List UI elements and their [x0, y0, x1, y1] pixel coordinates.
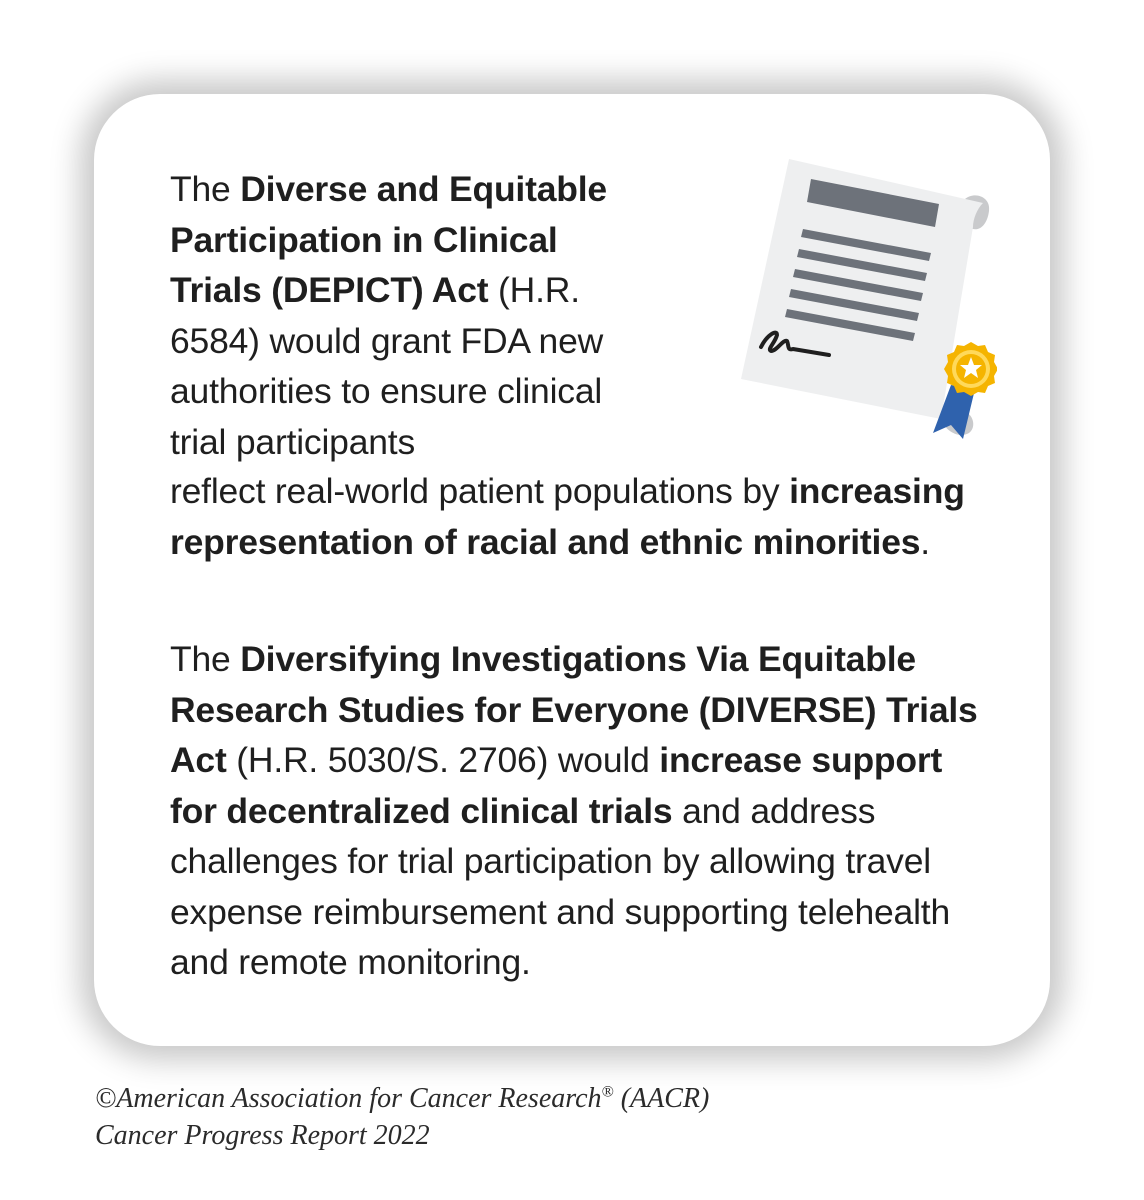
certificate-icon [737, 149, 997, 449]
depict-act-paragraph [170, 164, 640, 467]
diverse-act-name: Diversifying Investigations Via Equitable Research Studies for Everyone (DIVERSE) Trials Act [170, 639, 978, 780]
copyright-line1: ©American Association for Cancer Research [95, 1083, 602, 1114]
copyright-notice [95, 1080, 709, 1154]
para1-end: . [920, 521, 930, 562]
para1-continued: reflect real-world patient populations by [170, 471, 790, 511]
para1-intro: The [170, 169, 241, 209]
depict-act-paragraph-continued [170, 466, 970, 567]
para2-intro: The [170, 639, 241, 679]
depict-act-name: Diverse and Equitable Participation in Clinical Trials (DEPICT) Act [170, 169, 607, 310]
copyright-line2: Cancer Progress Report 2022 [95, 1120, 430, 1151]
para1-highlight: increasing representation of racial and ethnic minorities [170, 471, 965, 562]
para1-bill-text: (H.R. 6584) would grant FDA new authorities to ensure clinical trial participants [170, 270, 604, 462]
diverse-act-paragraph [170, 634, 990, 988]
para2-bill-number: (H.R. 5030/S. 2706) would [226, 740, 660, 780]
copyright-line1-end: (AACR) [613, 1083, 710, 1114]
info-card [94, 94, 1050, 1046]
registered-mark: ® [601, 1083, 614, 1101]
para2-highlight: increase support for decentralized clinical trials [170, 740, 943, 831]
para2-rest: and address challenges for trial participation by allowing travel expense reimbursement and supporting telehealth and remote monitoring. [170, 790, 950, 982]
